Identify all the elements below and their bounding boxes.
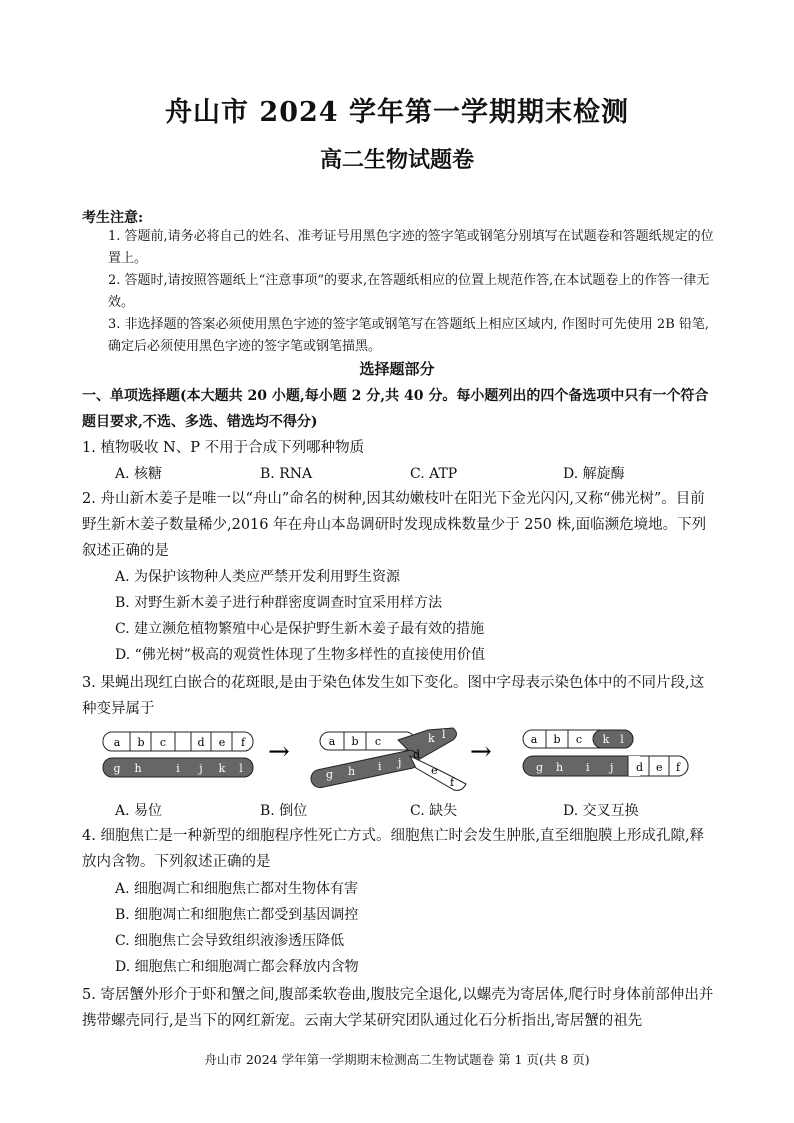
svg-text:c: c: [374, 735, 382, 748]
svg-text:i: i: [176, 762, 180, 775]
chromosome-diagram: [98, 720, 698, 792]
svg-text:g: g: [326, 768, 334, 781]
q4-option-d: D. 细胞焦亡和细胞凋亡都会释放内含物: [115, 959, 359, 975]
svg-text:a: a: [328, 735, 336, 748]
svg-text:i: i: [586, 761, 590, 774]
notice-item-3: 3. 非选择题的答案必须使用黑色字迹的签字笔或钢笔写在答题纸上相应区域内, 作图时可先使用 2B 铅笔, 确定后必须使用黑色字迹的签字笔或钢笔描黑。: [108, 317, 710, 354]
svg-text:d: d: [413, 748, 421, 761]
q1-option-d: D. 解旋酶: [563, 466, 625, 482]
q2-option-b: B. 对野生新木姜子进行种群密度调查时宜采用样方法: [115, 595, 443, 611]
svg-text:k: k: [602, 733, 610, 746]
arrow-1: →: [268, 737, 290, 767]
q1-option-a: A. 核糖: [115, 466, 163, 482]
svg-text:j: j: [398, 756, 402, 769]
label-c: c: [159, 736, 167, 749]
q2-option-c: C. 建立濒危植物繁殖中心是保护野生新木姜子最有效的措施: [115, 621, 485, 637]
svg-text:l: l: [442, 728, 446, 741]
notice-heading: 考生注意:: [82, 210, 144, 226]
q3-option-a: A. 易位: [115, 803, 163, 819]
svg-text:l: l: [239, 762, 243, 775]
svg-text:j: j: [610, 761, 614, 774]
svg-text:f: f: [676, 761, 681, 774]
q2-option-d: D. “佛光树”极高的观赏性体现了生物多样性的直接使用价值: [115, 647, 485, 663]
q3-option-c: C. 缺失: [410, 803, 458, 819]
svg-text:e: e: [431, 764, 438, 777]
question-1-stem: 1. 植物吸收 N、P 不用于合成下列哪种物质: [82, 440, 365, 456]
chromosome-crossing: [309, 728, 466, 790]
q2-option-a: A. 为保护该物种人类应严禁开发利用野生资源: [115, 569, 401, 585]
q4-option-b: B. 细胞凋亡和细胞焦亡都受到基因调控: [115, 907, 359, 923]
label-a: a: [113, 736, 121, 749]
part-title: 一、单项选择题(本大题共 20 小题,每小题 2 分,共 40 分。每小题列出的四个备选项中只有一个符合题目要求,不选、多选、错选均不得分): [82, 388, 709, 430]
svg-text:h: h: [556, 761, 564, 774]
notice-item-2: 2. 答题时,请按照答题纸上“注意事项”的要求,在答题纸相应的位置上规范作答,在本试题卷上的作答一律无效。: [108, 273, 710, 310]
svg-text:g: g: [113, 762, 121, 775]
svg-text:c: c: [575, 733, 583, 746]
svg-text:e: e: [656, 761, 663, 774]
label-e: e: [218, 736, 226, 749]
q4-option-c: C. 细胞焦亡会导致组织液渗透压降低: [115, 933, 345, 949]
q3-option-d: D. 交叉互换: [563, 803, 639, 819]
label-b: b: [137, 736, 145, 749]
q3-option-b: B. 倒位: [260, 803, 308, 819]
svg-text:k: k: [428, 732, 435, 745]
q1-option-c: C. ATP: [410, 466, 458, 482]
question-2-stem: 2. 舟山新木姜子是唯一以“舟山”命名的树种,因其幼嫩枝叶在阳光下金光闪闪,又称“佛光树”。目前野生新木姜子数量稀少,2016 年在舟山本岛调研时发现成株数量少于 250 株,面临濒危境地。下列叙述正确的是: [82, 491, 707, 559]
question-4-stem: 4. 细胞焦亡是一种新型的细胞程序性死亡方式。细胞焦亡时会发生肿胀,直至细胞膜上形成孔隙,释放内含物。下列叙述正确的是: [82, 828, 705, 870]
svg-text:l: l: [620, 733, 624, 746]
page-subtitle: 高二生物试题卷: [319, 147, 474, 173]
chromosome-after: [523, 730, 688, 776]
svg-text:a: a: [530, 733, 538, 746]
svg-text:j: j: [199, 762, 203, 775]
svg-text:d: d: [636, 761, 644, 774]
arrow-2: →: [470, 737, 492, 767]
question-5-stem: 5. 寄居蟹外形介于虾和蟹之间,腹部柔软卷曲,腹肢完全退化,以螺壳为寄居体,爬行时身体前部伸出并携带螺壳同行,是当下的网红新宠。云南大学某研究团队通过化石分析指出,寄居蟹的祖先: [82, 987, 714, 1029]
svg-text:h: h: [134, 762, 142, 775]
svg-text:g: g: [536, 761, 544, 774]
q1-option-b: B. RNA: [260, 466, 313, 482]
section-title: 选择题部分: [359, 360, 435, 378]
chromosome-before: [103, 732, 253, 777]
label-d: d: [197, 736, 205, 749]
svg-text:k: k: [218, 762, 226, 775]
notice-item-1: 1. 答题前,请务必将自己的姓名、准考证号用黑色字迹的签字笔或钢笔分别填写在试题卷和答题纸规定的位置上。: [108, 229, 714, 266]
svg-text:i: i: [378, 760, 382, 773]
label-f: f: [240, 736, 246, 749]
page-footer: 舟山市 2024 学年第一学期期末检测高二生物试题卷 第 1 页(共 8 页): [204, 1052, 590, 1067]
question-3-stem: 3. 果蝇出现红白嵌合的花斑眼,是由于染色体发生如下变化。图中字母表示染色体中的不同片段,这种变异属于: [82, 675, 705, 717]
svg-text:b: b: [553, 733, 561, 746]
svg-text:f: f: [450, 776, 455, 789]
svg-text:h: h: [348, 765, 356, 778]
page-title: 舟山市 2024 学年第一学期期末检测: [165, 97, 629, 128]
q4-option-a: A. 细胞凋亡和细胞焦亡都对生物体有害: [115, 881, 359, 897]
svg-text:b: b: [351, 735, 359, 748]
